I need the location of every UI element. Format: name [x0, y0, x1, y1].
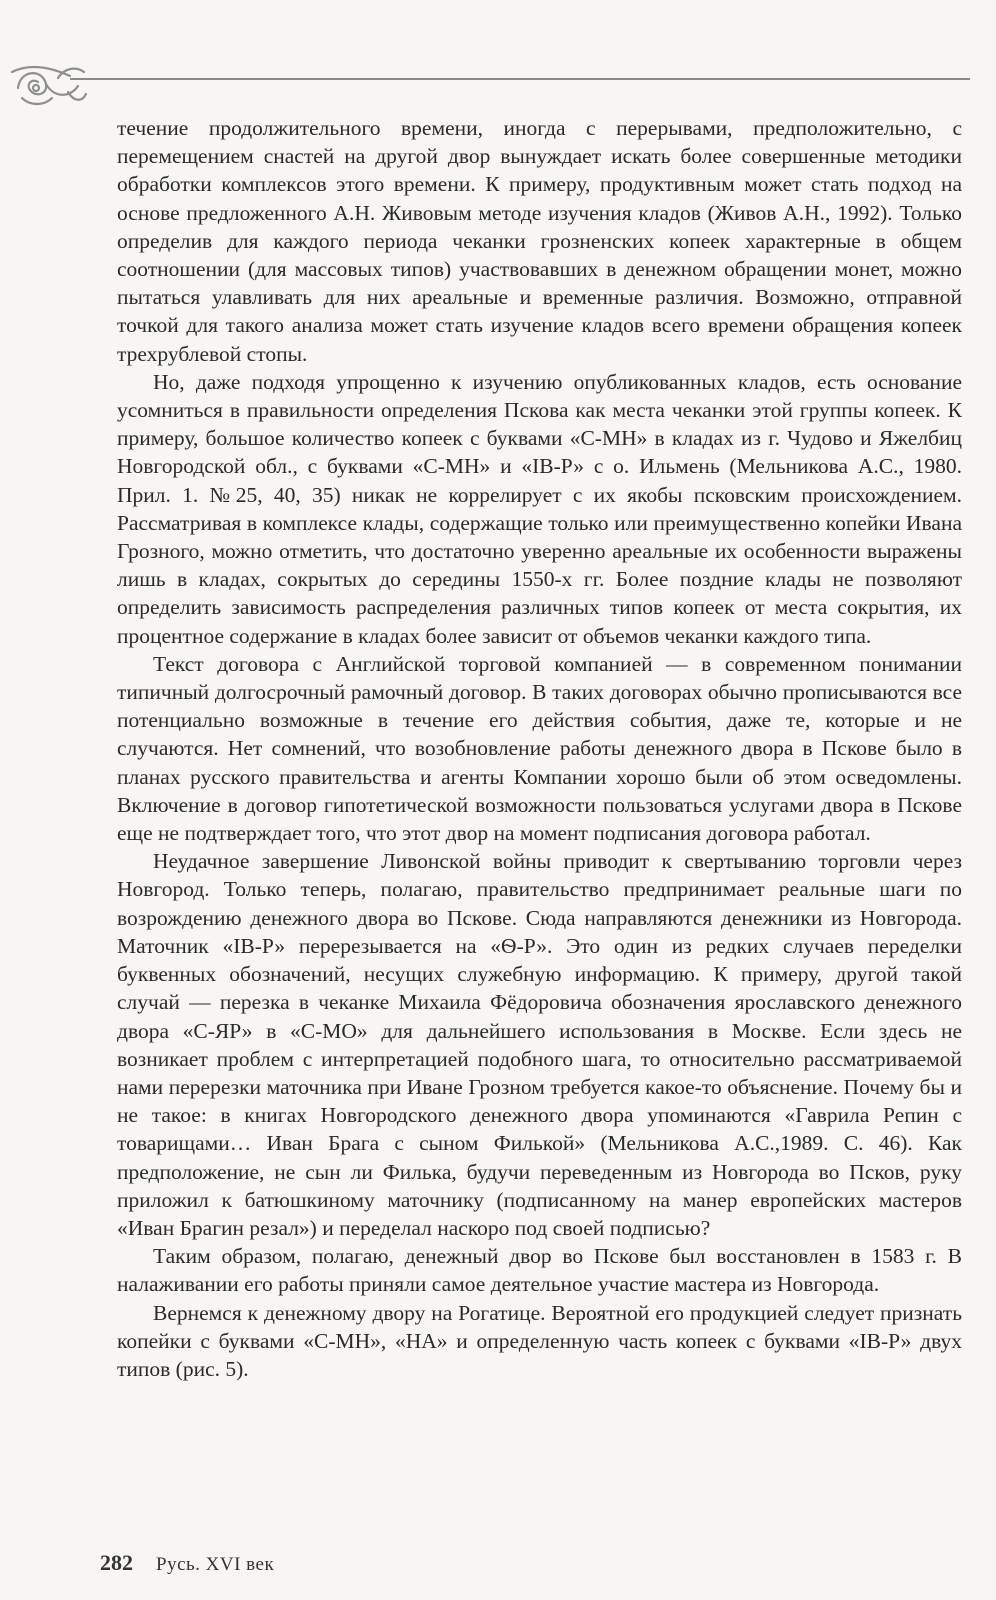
paragraph: Текст договора с Английской торговой компанией — в современном понимании типичный долгосрочный рамочный договор. В таких договорах обычно прописываются все потенциально возможные в течение его действия события, даже те, которые и не случаются. Нет сомнений, что возобновление работы денежного двора в Пскове было в планах русского правительства и агенты Компании хорошо были об этом осведомлены. Включение в договор гипотетической возможности пользоваться услугами двора в Пскове еще не подтверждает того, что этот двор на момент подписания договора работал. — [117, 651, 962, 846]
paragraph: Вернемся к денежному двору на Рогатице. Вероятной его продукцией следует признать копейки с буквами «С-МН», «НА» и определенную часть копеек с буквами «ІВ-Р» двух типов (рис. 5). — [117, 1300, 962, 1381]
running-title: Русь. XVI век — [156, 1554, 275, 1575]
header-rule — [70, 78, 970, 80]
page-number: 282 — [100, 1550, 133, 1575]
article-text — [117, 114, 962, 1383]
paragraph: Таким образом, полагаю, денежный двор во Пскове был восстановлен в 1583 г. В налаживании его работы приняли самое деятельное участие мастера из Новгорода. — [117, 1244, 962, 1297]
paragraph: Неудачное завершение Ливонской войны приводит к свертыванию торговли через Новгород. Только теперь, полагаю, правительство предпринимает реальные шаги по возрождению денежного двора во Пскове. Сюда направляются денежники из Новгорода. Маточник «ІВ-Р» перерезывается на «Ѳ-Р». Это один из редких случаев переделки буквенных обозначений, несущих служебную информацию. К примеру, другой такой случай — перезка в чеканке Михаила Фёдоровича обозначения ярославского денежного двора «С-ЯР» в «С-МО» для дальнейшего использования в Москве. Если здесь не возникает проблем с интерпретацией подобного шага, то относительно рассматриваемой нами перерезки маточника при Иване Грозном требуется какое-то объяснение. Почему бы и не такое: в книгах Новгородского денежного двора упоминаются «Гаврила Репин с товарищами… Иван Брага с сыном Филькой» (Мельникова А.С.,1989. С. 46). Как предположение, не сын ли Филька, будучи переведенным из Новгорода во Псков, руку приложил к батюшкиному маточнику (подписанному на манер европейских мастеров «Иван Брагин резал») и переделал наскоро под своей подписью? — [117, 849, 962, 1240]
paragraph: Но, даже подходя упрощенно к изучению опубликованных кладов, есть основание усомниться в правильности определения Пскова как места чеканки этой группы копеек. К примеру, большое количество копеек с буквами «С-МН» в кладах из г. Чудово и Яжелбиц Новгородской обл., с буквами «С-МН» и «ІВ-Р» с о. Ильмень (Мельникова А.С., 1980. Прил. 1. №25, 40, 35) никак не коррелирует с их якобы псковским происхождением. Рассматривая в комплексе клады, содержащие только или преимущественно копейки Ивана Грозного, можно отметить, что достаточно уверенно ареальные их особенности выражены лишь в кладах, сокрытых до середины 1550-х гг. Более поздние клады не позволяют определить зависимость распределения различных типов копеек от места сокрытия, их процентное содержание в кладах более зависит от объемов чеканки каждого типа. — [117, 369, 962, 648]
page-footer — [100, 1550, 274, 1576]
floral-ornament-icon — [8, 58, 90, 118]
paragraph: течение продолжительного времени, иногда с перерывами, предположительно, с перемещением снастей на другой двор вынуждает искать более совершенные методики обработки комплексов этого времени. К примеру, продуктивным может стать подход на основе предложенного А.Н. Живовым методе изучения кладов (Живов А.Н., 1992). Только определив для каждого периода чеканки грозненских копеек характерные в общем соотношении (для массовых типов) участвовавших в денежном обращении монет, можно пытаться улавливать для них ареальные и временные различия. Возможно, отправной точкой для такого анализа может стать изучение кладов всего времени обращения копеек трехрублевой стопы. — [117, 116, 962, 366]
